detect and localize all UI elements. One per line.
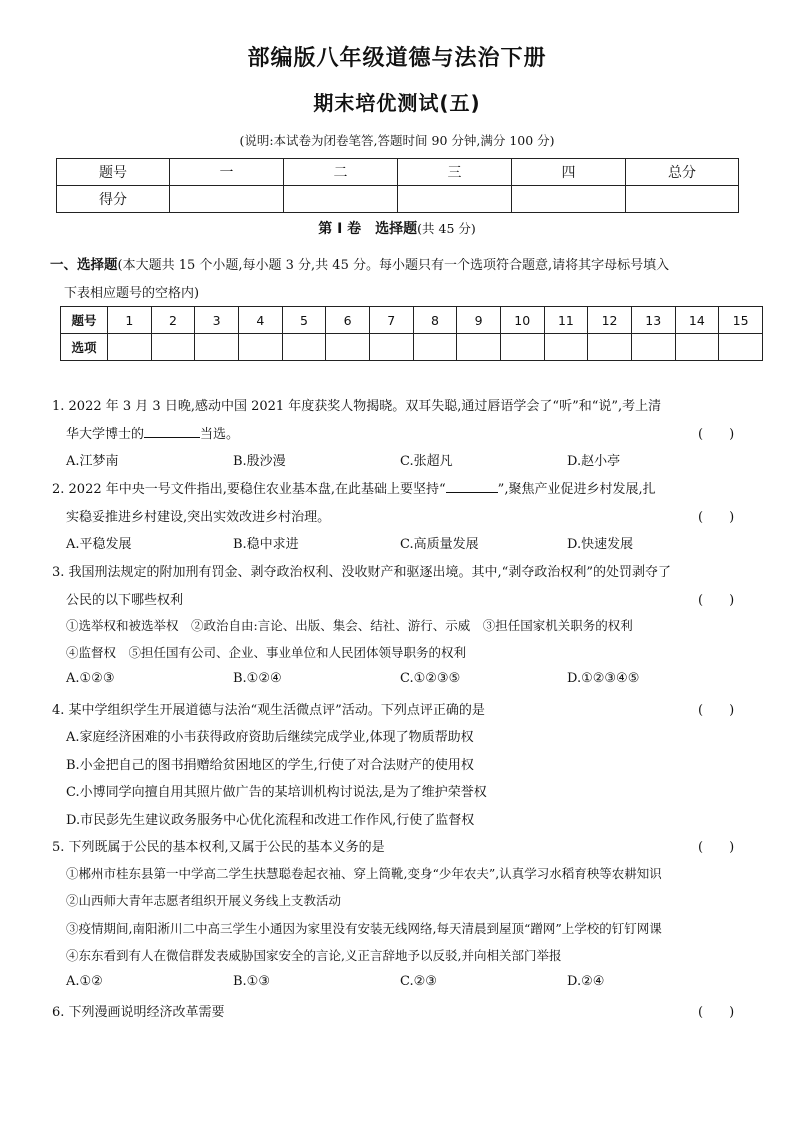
option-c[interactable]: C.小博同学向擅自用其照片做广告的某培训机构讨说法,是为了维护荣誉权 <box>66 785 487 800</box>
answer-option-label: 选项 <box>61 334 108 361</box>
question-5-stem-line1: 5. 下列既属于公民的基本权利,又属于公民的基本义务的是 <box>52 840 385 855</box>
answer-cell[interactable] <box>719 334 763 361</box>
answer-cell[interactable] <box>544 334 588 361</box>
score-header-cell: 二 <box>284 159 398 186</box>
answer-cell[interactable] <box>413 334 457 361</box>
question-3-items-line1: ①选举权和被选举权 ②政治自由:言论、出版、集会、结社、游行、示威 ③担任国家机关职务的权利 <box>66 618 633 633</box>
answer-number: 5 <box>282 307 326 334</box>
answer-header-label: 题号 <box>61 307 108 334</box>
answer-cell[interactable] <box>108 334 152 361</box>
score-header-cell: 三 <box>398 159 512 186</box>
exam-instructions: (说明:本试卷为闭卷笔答,答题时间 90 分钟,满分 100 分) <box>239 133 555 148</box>
answer-paren[interactable]: ( ) <box>698 510 735 525</box>
question-2-stem-line1 <box>52 478 656 497</box>
option-b[interactable]: B.殷沙漫 <box>233 454 286 469</box>
volume-heading <box>0 218 794 238</box>
answer-number: 2 <box>151 307 195 334</box>
answer-paren[interactable]: ( ) <box>698 427 735 442</box>
question-1-stem-part-a: 华大学博士的 <box>66 427 145 442</box>
option-b[interactable]: B.小金把自己的图书捐赠给贫困地区的学生,行使了对合法财产的使用权 <box>66 758 474 773</box>
question-2-stem-line2: 实稳妥推进乡村建设,突出实效改进乡村治理。 <box>66 510 331 525</box>
answer-cell[interactable] <box>195 334 239 361</box>
answer-cell[interactable] <box>369 334 413 361</box>
option-d[interactable]: D.赵小亭 <box>567 454 621 469</box>
question-5-item-1: ①郴州市桂东县第一中学高二学生扶慧聪卷起衣袖、穿上筒靴,变身“少年农夫”,认真学习水稻育秧等农耕知识 <box>66 866 662 881</box>
answer-cell[interactable] <box>675 334 719 361</box>
answer-cell[interactable] <box>588 334 632 361</box>
section-desc-line1: (本大题共 15 个小题,每小题 3 分,共 45 分。每小题只有一个选项符合题意,请将其字母标号填入 <box>117 258 670 273</box>
option-b[interactable]: B.①③ <box>233 974 270 989</box>
answer-number: 7 <box>369 307 413 334</box>
answer-number: 1 <box>108 307 152 334</box>
option-c[interactable]: C.①②③⑤ <box>400 671 461 686</box>
question-2-stem-part-a: 2. 2022 年中央一号文件指出,要稳住农业基本盘,在此基础上要坚持“ <box>52 482 446 497</box>
answer-number: 15 <box>719 307 763 334</box>
option-c[interactable]: C.张超凡 <box>400 454 453 469</box>
answer-number: 11 <box>544 307 588 334</box>
score-header-cell: 一 <box>170 159 284 186</box>
section-one-intro <box>50 251 770 308</box>
answer-paren[interactable]: ( ) <box>698 703 735 718</box>
option-d[interactable]: D.快速发展 <box>567 537 634 552</box>
score-header-cell: 四 <box>512 159 626 186</box>
question-1-stem-line1: 1. 2022 年 3 月 3 日晚,感动中国 2021 年度获奖人物揭晓。双耳失聪,通过唇语学会了“听”和“说”,考上清 <box>52 399 662 414</box>
option-a[interactable]: A.家庭经济困难的小韦获得政府资助后继续完成学业,体现了物质帮助权 <box>66 730 474 745</box>
answer-cell[interactable] <box>282 334 326 361</box>
answer-number: 9 <box>457 307 501 334</box>
fill-blank[interactable] <box>446 480 498 493</box>
question-3-items-line2: ④监督权 ⑤担任国有公司、企业、事业单位和人民团体领导职务的权利 <box>66 645 467 660</box>
score-table <box>56 158 739 213</box>
question-3-stem-line1: 3. 我国刑法规定的附加刑有罚金、剥夺政治权利、没收财产和驱逐出境。其中,“剥夺政治权利”的处罚剥夺了 <box>52 565 671 580</box>
question-1-stem-line2 <box>66 423 239 442</box>
option-a[interactable]: A.①② <box>66 974 103 989</box>
score-cell[interactable] <box>284 186 398 213</box>
question-5-item-2: ②山西师大青年志愿者组织开展义务线上支教活动 <box>66 893 342 908</box>
answer-cell[interactable] <box>631 334 675 361</box>
answer-cell[interactable] <box>457 334 501 361</box>
question-1-stem-part-b: 当选。 <box>200 427 240 442</box>
score-cell[interactable] <box>512 186 626 213</box>
answer-cell[interactable] <box>238 334 282 361</box>
question-5-item-4: ④东东看到有人在微信群发表威胁国家安全的言论,义正言辞地予以反驳,并向相关部门举报 <box>66 948 562 963</box>
option-c[interactable]: C.②③ <box>400 974 437 989</box>
option-a[interactable]: A.平稳发展 <box>66 537 132 552</box>
score-header-cell: 总分 <box>626 159 739 186</box>
question-2-stem-part-b: ”,聚焦产业促进乡村发展,扎 <box>497 482 656 497</box>
option-d[interactable]: D.②④ <box>567 974 605 989</box>
score-header-cell: 题号 <box>57 159 170 186</box>
score-cell[interactable] <box>626 186 739 213</box>
answer-number: 10 <box>500 307 544 334</box>
section-desc-line2: 下表相应题号的空格内) <box>64 286 200 301</box>
answer-paren[interactable]: ( ) <box>698 1005 735 1020</box>
answer-option-row <box>61 334 763 361</box>
question-6-stem-line1: 6. 下列漫画说明经济改革需要 <box>52 1005 225 1020</box>
answer-cell[interactable] <box>151 334 195 361</box>
answer-cell[interactable] <box>500 334 544 361</box>
score-table-header-row <box>57 159 739 186</box>
option-d[interactable]: D.①②③④⑤ <box>567 671 640 686</box>
answer-number: 8 <box>413 307 457 334</box>
volume-note: (共 45 分) <box>417 221 476 236</box>
answer-number: 3 <box>195 307 239 334</box>
option-a[interactable]: A.①②③ <box>66 671 115 686</box>
answer-table <box>60 306 763 361</box>
score-row-label: 得分 <box>57 186 170 213</box>
answer-cell[interactable] <box>326 334 370 361</box>
option-c[interactable]: C.高质量发展 <box>400 537 479 552</box>
answer-paren[interactable]: ( ) <box>698 840 735 855</box>
answer-number-row <box>61 307 763 334</box>
question-3-stem-line2: 公民的以下哪些权利 <box>66 593 184 608</box>
question-5-item-3: ③疫情期间,南阳淅川二中高三学生小通因为家里没有安装无线网络,每天清晨到屋顶“蹭网”上学校的钉钉网课 <box>66 921 662 936</box>
score-cell[interactable] <box>170 186 284 213</box>
option-b[interactable]: B.稳中求进 <box>233 537 299 552</box>
answer-number: 13 <box>631 307 675 334</box>
answer-paren[interactable]: ( ) <box>698 593 735 608</box>
exam-title: 部编版八年级道德与法治下册 <box>247 46 547 71</box>
question-4-stem-line1: 4. 某中学组织学生开展道德与法治“观生活微点评”活动。下列点评正确的是 <box>52 703 485 718</box>
exam-subtitle: 期末培优测试(五) <box>313 91 481 115</box>
answer-number: 12 <box>588 307 632 334</box>
score-cell[interactable] <box>398 186 512 213</box>
volume-label: 第 I 卷 选择题 <box>318 221 418 237</box>
section-heading: 一、选择题 <box>50 257 118 273</box>
option-b[interactable]: B.①②④ <box>233 671 282 686</box>
option-d[interactable]: D.市民彭先生建议政务服务中心优化流程和改进工作作风,行使了监督权 <box>66 813 475 828</box>
answer-number: 6 <box>326 307 370 334</box>
fill-blank[interactable] <box>144 425 200 438</box>
score-table-score-row <box>57 186 739 213</box>
option-a[interactable]: A.江梦南 <box>66 454 119 469</box>
answer-number: 14 <box>675 307 719 334</box>
answer-number: 4 <box>238 307 282 334</box>
